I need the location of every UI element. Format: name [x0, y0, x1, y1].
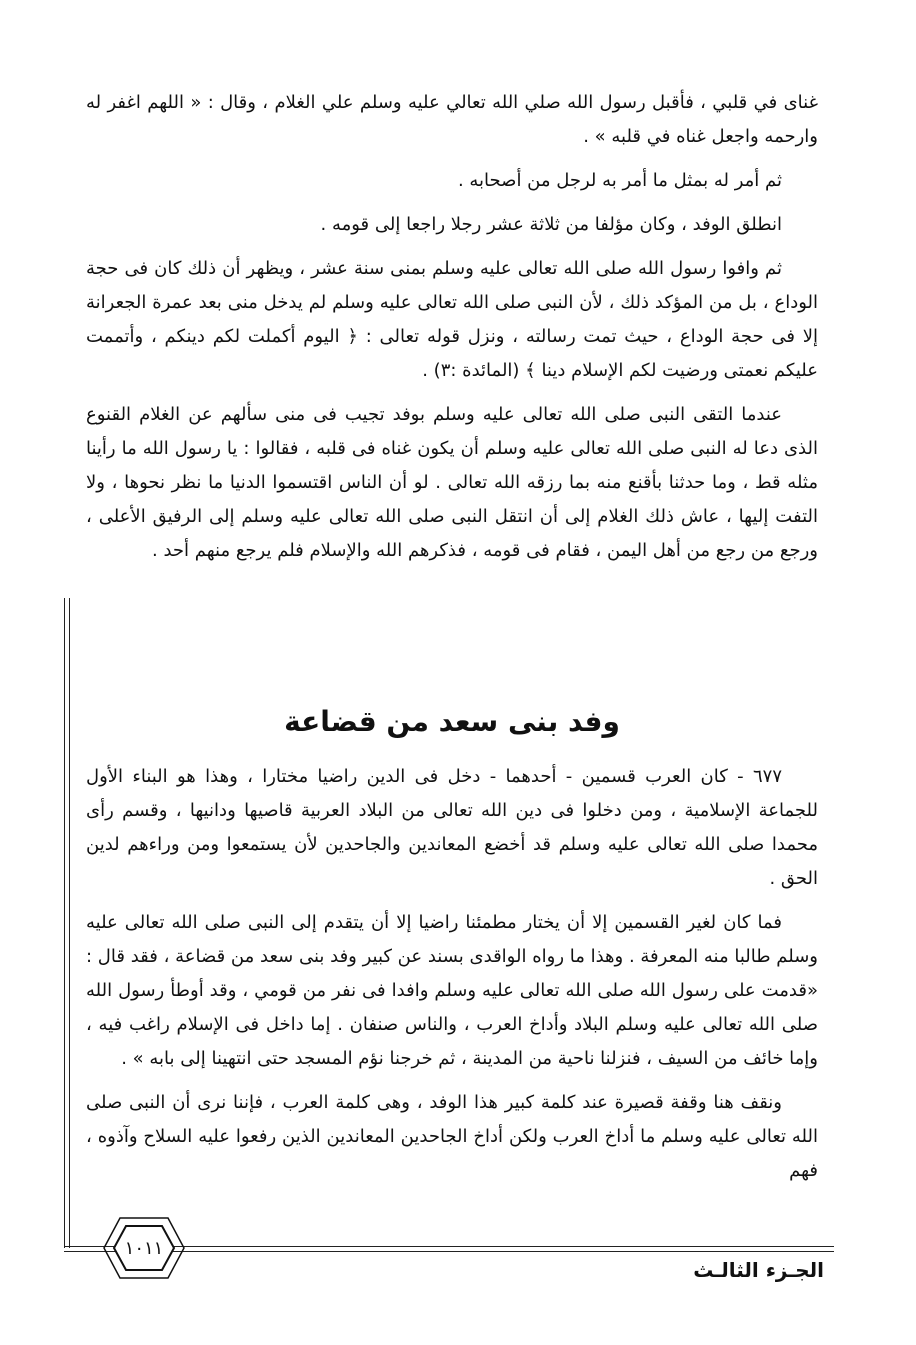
body-text-top: [86, 86, 818, 578]
section-heading: وفد بنى سعد من قضاعة: [284, 705, 620, 738]
paragraph: ثم وافوا رسول الله صلى الله تعالى عليه وسلم بمنى سنة عشر ، ويظهر أن ذلك كان فى حجة الوداع ، بل من المؤكد ذلك ، لأن النبى صلى الله تعالى عليه وسلم لم يدخل منى بعد عمرة الجعرانة إلا فى حجة الوداع ، حيث تمت رسالته ، ونزل قوله تعالى : ﴿ اليوم أكملت لكم دينكم ، وأتممت عليكم نعمتى ورضيت لكم الإسلام دينا ﴾ (المائدة :٣) .: [86, 258, 818, 381]
page-border-left: [64, 598, 70, 1248]
paragraph: ٦٧٧ - كان العرب قسمين - أحدهما - دخل فى الدين راضيا مختارا ، وهذا هو البناء الأول للجماعة الإسلامية ، ومن دخلوا فى دين الله تعالى من البلاد العربية قاصيها ودانيها ، وقسم رأى محمدا صلى الله تعالى عليه وسلم قد أخضع المعاندين والجاحدين لأن يستمعوا ومن وراءهم لدين الحق .: [86, 766, 818, 889]
paragraph: ونقف هنا وقفة قصيرة عند كلمة كبير هذا الوفد ، وهى كلمة العرب ، فإننا نرى أن النبى صلى الله تعالى عليه وسلم ما أداخ العرب ولكن أداخ الجاحدين المعاندين الذين رفعوا عليه السلاح وآذوه ، فهم: [86, 1092, 818, 1181]
volume-label: الجـزء الثالـث: [693, 1258, 824, 1282]
paragraph: ثم أمر له بمثل ما أمر به لرجل من أصحابه .: [457, 170, 782, 191]
body-text-bottom: [86, 760, 818, 1198]
paragraph: فما كان لغير القسمين إلا أن يختار مطمئنا راضيا إلا أن يتقدم إلى النبى صلى الله تعالى عليه وسلم طالبا منه المعرفة . وهذا ما رواه الواقدى بسند عن كبير وفد بنى سعد من قضاعة ، فقد قال : «قدمت على رسول الله صلى الله تعالى عليه وسلم وافدا فى نفر من قومي ، وقد أوطأ رسول الله صلى الله تعالى عليه وسلم البلاد وأداخ العرب ، والناس صنفان . إما داخل فى الإسلام راغب فيه ، وإما خائف من السيف ، فنزلنا ناحية من المدينة ، ثم خرجنا نؤم المسجد حتى انتهينا إلى بابه » .: [86, 912, 818, 1069]
page-number: ١٠١١: [124, 1238, 164, 1259]
paragraph: انطلق الوفد ، وكان مؤلفا من ثلاثة عشر رجلا راجعا إلى قومه .: [320, 214, 782, 235]
paragraph: غناى في قلبي ، فأقبل رسول الله صلي الله تعالي عليه وسلم علي الغلام ، وقال : « اللهم اغفر له وارحمه واجعل غناه في قلبه » .: [86, 92, 818, 147]
paragraph: عندما التقى النبى صلى الله تعالى عليه وسلم بوفد تجيب فى منى سألهم عن الغلام القنوع الذى دعا له النبى صلى الله تعالى عليه وسلم أن يكون غناه فى قلبه ، فقالوا : يا رسول الله ما رأينا مثله قط ، وما حدثنا بأقنع منه بما رزقه الله تعالى . لو أن الناس اقتسموا الدنيا ما نظر نحوها ، ولا التفت إليها ، عاش ذلك الغلام إلى أن انتقل النبى صلى الله تعالى عليه وسلم إلى الرفيق الأعلى ، ورجع من رجع من أهل اليمن ، فقام فى قومه ، فذكرهم الله والإسلام فلم يرجع منهم أحد .: [86, 404, 818, 561]
